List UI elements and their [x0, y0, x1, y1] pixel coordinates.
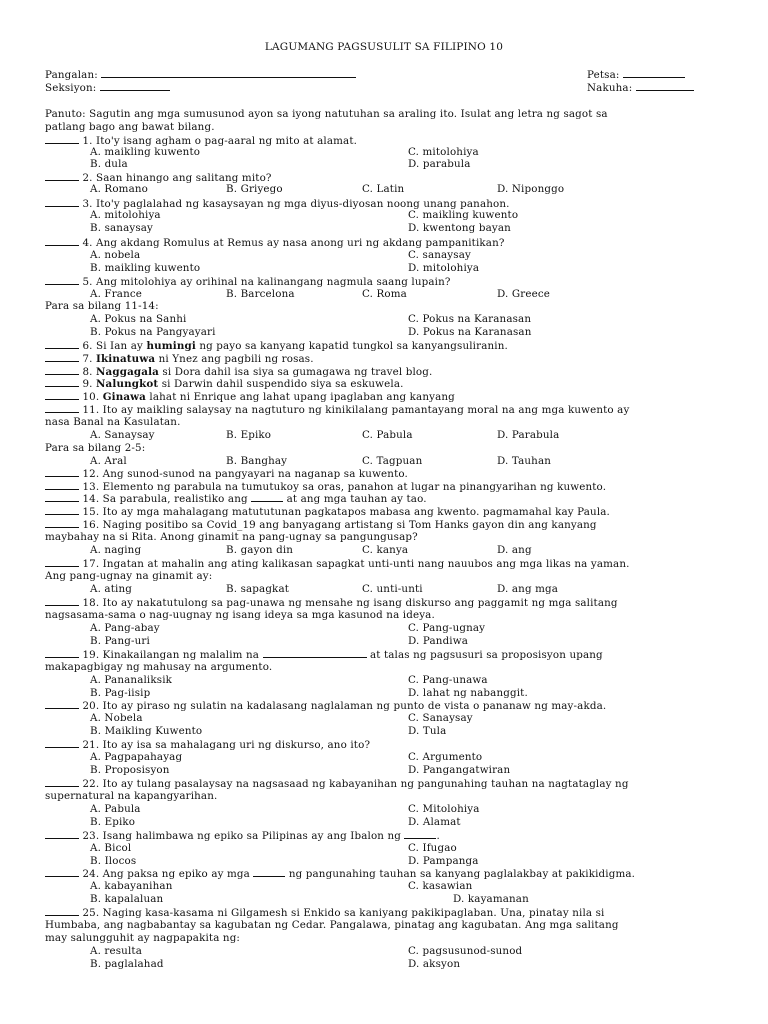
- choice-a: A. Bicol: [90, 842, 132, 854]
- panuto-line-1: Panuto: Sagutin ang mga sumusunod ayon sa iyong natutuhan sa araling ito. Isulat ang letra ng sagot sa: [45, 108, 608, 120]
- pangalan-blank[interactable]: [101, 68, 356, 78]
- choice-b: B. Barcelona: [226, 288, 295, 300]
- pangalan-label: Pangalan:: [45, 69, 98, 81]
- choice-c: C. unti-unti: [362, 583, 423, 595]
- answer-blank[interactable]: [45, 390, 79, 400]
- question-text: ni Ynez ang pagbili ng rosas.: [155, 353, 314, 365]
- choice-a: A. Aral: [90, 455, 127, 467]
- choice-b: B. Epiko: [90, 816, 136, 828]
- question-11: [45, 403, 629, 416]
- inline-blank[interactable]: [251, 492, 283, 502]
- choice-d: D. Niponggo: [497, 183, 565, 195]
- question-text: at ang mga tauhan ay tao.: [286, 493, 427, 505]
- question-25-cont-2: may salungguhit ay nagpapakita ng:: [45, 932, 241, 944]
- choice-a: A. Sanaysay: [90, 429, 155, 441]
- question-10: [45, 390, 455, 403]
- choice-d: D. ang: [497, 544, 532, 556]
- question-text: .: [436, 830, 440, 842]
- choice-b: B. dula: [90, 158, 128, 170]
- question-text: lahat ni Enrique ang lahat upang ipaglaban ang kanyang: [146, 391, 455, 403]
- question-text: 10.: [82, 391, 103, 403]
- choice-d: D. Greece: [497, 288, 550, 300]
- choice-b: B. Pokus na Pangyayari: [90, 326, 216, 338]
- section-heading: Para sa bilang 11-14:: [45, 300, 159, 312]
- choice-d: D. Tula: [408, 725, 447, 737]
- question-text: 13. Elemento ng parabula na tumutukoy sa oras, panahon at lugar na pinangyarihan ng kuwento.: [82, 481, 607, 493]
- choice-b: B. kapalaluan: [90, 893, 164, 905]
- choice-a: A. maikling kuwento: [90, 146, 201, 158]
- answer-blank[interactable]: [45, 699, 79, 709]
- question-20: [45, 699, 606, 712]
- question-15: [45, 505, 610, 518]
- question-18: [45, 596, 618, 609]
- answer-blank[interactable]: [45, 738, 79, 748]
- choice-c: C. mitolohiya: [408, 146, 479, 158]
- question-text: 21. Ito ay isa sa mahalagang uri ng diskurso, ano ito?: [82, 739, 371, 751]
- question-14: [45, 492, 427, 505]
- choice-c: C. sanaysay: [408, 249, 471, 261]
- question-16-cont: maybahay na si Rita. Anong ginamit na pang-ugnay sa pangungusap?: [45, 531, 418, 543]
- question-11-cont: nasa Banal na Kasulatan.: [45, 416, 181, 428]
- choice-c: C. Tagpuan: [362, 455, 423, 467]
- answer-blank[interactable]: [45, 236, 79, 246]
- question-text: 16. Naging positibo sa Covid_19 ang banyagang artistang si Tom Hanks gayon din ang kanyang: [82, 519, 597, 531]
- choice-a: A. naging: [90, 544, 142, 556]
- bold-word: Ginawa: [102, 391, 146, 403]
- choice-a: A. ating: [90, 583, 132, 595]
- question-9: [45, 377, 404, 390]
- choice-c: C. Mitolohiya: [408, 803, 480, 815]
- choice-d: D. parabula: [408, 158, 471, 170]
- seksiyon-blank[interactable]: [100, 81, 170, 91]
- question-text: 6. Si Ian ay: [82, 340, 147, 352]
- answer-blank[interactable]: [45, 352, 79, 362]
- question-5: [45, 275, 451, 288]
- question-text: 5. Ang mitolohiya ay orihinal na kalinangang nagmula saang lupain?: [82, 276, 451, 288]
- question-text: 8.: [82, 366, 96, 378]
- question-text: 15. Ito ay mga mahalagang matututunan pagkatapos mabasa ang kwento. pagmamahal kay Paula.: [82, 506, 610, 518]
- question-21: [45, 738, 370, 751]
- question-text: 14. Sa parabula, realistiko ang: [82, 493, 248, 505]
- answer-blank[interactable]: [45, 365, 79, 375]
- question-17-cont: Ang pang-ugnay na ginamit ay:: [45, 570, 213, 582]
- choice-a: A. Pananaliksik: [90, 674, 173, 686]
- question-23: [45, 829, 440, 842]
- choice-c: C. Pang-unawa: [408, 674, 488, 686]
- question-text: 22. Ito ay tulang pasalaysay na nagsasaad ng kabayanihan ng pangunahing tauhan na nagtataglay ng: [82, 778, 629, 790]
- choice-b: B. Ilocos: [90, 855, 137, 867]
- petsa-label: Petsa:: [587, 69, 620, 81]
- answer-blank[interactable]: [45, 171, 79, 181]
- answer-blank[interactable]: [45, 377, 79, 387]
- question-25-cont-1: Humbaba, ang nagbabantay sa kagubatan ng Cedar. Pangalawa, pinatag ang kagubatan. Ang mga salitang: [45, 919, 619, 931]
- choice-b: B. gayon din: [226, 544, 294, 556]
- nakuha-field: [587, 81, 694, 94]
- question-16: [45, 518, 597, 531]
- choice-b: B. Pag-iisip: [90, 687, 151, 699]
- answer-blank[interactable]: [45, 867, 79, 877]
- pangalan-field: [45, 68, 356, 81]
- choice-b: B. sapagkat: [226, 583, 290, 595]
- question-text: 3. Ito'y paglalahad ng kasaysayan ng mga diyus-diyosan noong unang panahon.: [82, 198, 510, 210]
- question-17: [45, 557, 630, 570]
- choice-d: D. Pampanga: [408, 855, 479, 867]
- answer-blank[interactable]: [45, 906, 79, 916]
- bold-word: humingi: [146, 340, 196, 352]
- answer-blank[interactable]: [45, 480, 79, 490]
- choice-b: B. Maikling Kuwento: [90, 725, 203, 737]
- choice-d: D. aksyon: [408, 958, 461, 970]
- answer-blank[interactable]: [45, 557, 79, 567]
- choice-a: A. Pabula: [90, 803, 141, 815]
- question-text: 18. Ito ay nakatutulong sa pag-unawa ng mensahe ng isang diskurso ang paggamit ng mga salitang: [82, 597, 618, 609]
- inline-blank[interactable]: [263, 648, 367, 658]
- seksiyon-label: Seksiyon:: [45, 82, 97, 94]
- question-text: 24. Ang paksa ng epiko ay mga: [82, 868, 250, 880]
- nakuha-label: Nakuha:: [587, 82, 633, 94]
- petsa-field: [587, 68, 685, 81]
- choice-c: C. kasawian: [408, 880, 473, 892]
- question-18-cont: nagsasama-sama o nag-uugnay ng isang ideya sa mga kasunod na ideya.: [45, 609, 435, 621]
- choice-c: C. Roma: [362, 288, 407, 300]
- choice-a: A. resulta: [90, 945, 142, 957]
- question-7: [45, 352, 314, 365]
- choice-c: C. Pabula: [362, 429, 413, 441]
- panuto-line-2: patlang bago ang bawat bilang.: [45, 121, 215, 133]
- choice-b: B. paglalahad: [90, 958, 164, 970]
- question-22-cont: supernatural na kapangyarihan.: [45, 790, 218, 802]
- choice-d: D. kayamanan: [453, 893, 529, 905]
- question-text: 12. Ang sunod-sunod na pangyayari na naganap sa kuwento.: [82, 468, 408, 480]
- choice-b: B. maikling kuwento: [90, 262, 201, 274]
- choice-a: A. Romano: [90, 183, 149, 195]
- answer-blank[interactable]: [45, 492, 79, 502]
- answer-blank[interactable]: [45, 403, 79, 413]
- bold-word: Naggagala: [96, 366, 159, 378]
- choice-d: D. lahat ng nabanggit.: [408, 687, 528, 699]
- answer-blank[interactable]: [45, 339, 79, 349]
- choice-c: C. Ifugao: [408, 842, 457, 854]
- question-6: [45, 339, 508, 352]
- answer-blank[interactable]: [45, 648, 79, 658]
- choice-d: D. Pandiwa: [408, 635, 469, 647]
- choice-d: D. Pangangatwiran: [408, 764, 511, 776]
- choice-b: B. Griyego: [226, 183, 283, 195]
- question-text: at talas ng pagsusuri sa proposisyon upang: [369, 649, 603, 661]
- choice-d: D. Pokus na Karanasan: [408, 326, 532, 338]
- seksiyon-field: [45, 81, 170, 94]
- choice-d: D. ang mga: [497, 583, 559, 595]
- bold-word: Ikinatuwa: [96, 353, 156, 365]
- choice-c: C. Pokus na Karanasan: [408, 313, 532, 325]
- choice-c: C. Pang-ugnay: [408, 622, 486, 634]
- question-text: 20. Ito ay piraso ng sulatin na kadalasang naglalaman ng punto de vista o pananaw ng may-akda.: [82, 700, 607, 712]
- answer-blank[interactable]: [45, 197, 79, 207]
- question-25: [45, 906, 605, 919]
- choice-b: B. Banghay: [226, 455, 288, 467]
- choice-d: D. Parabula: [497, 429, 560, 441]
- question-text: 7.: [82, 353, 96, 365]
- choice-d: D. mitolohiya: [408, 262, 480, 274]
- answer-blank[interactable]: [45, 518, 79, 528]
- question-24: [45, 867, 635, 880]
- question-text: si Dora dahil isa siya sa gumagawa ng travel blog.: [158, 366, 433, 378]
- answer-blank[interactable]: [45, 829, 79, 839]
- nakuha-blank[interactable]: [636, 81, 694, 91]
- choice-b: B. sanaysay: [90, 222, 154, 234]
- question-4: [45, 236, 505, 249]
- answer-blank[interactable]: [45, 777, 79, 787]
- question-text: 9.: [82, 378, 96, 390]
- question-19: [45, 648, 603, 661]
- question-text: ng pangunahing tauhan sa kanyang paglalakbay at pakikidigma.: [288, 868, 636, 880]
- choice-b: B. Epiko: [226, 429, 272, 441]
- answer-blank[interactable]: [45, 505, 79, 515]
- bold-word: Nalungkot: [96, 378, 159, 390]
- choice-c: C. kanya: [362, 544, 409, 556]
- choice-c: C. Argumento: [408, 751, 483, 763]
- answer-blank[interactable]: [45, 467, 79, 477]
- choice-a: A. kabayanihan: [90, 880, 173, 892]
- question-19-cont: makapagbigay ng mahusay na argumento.: [45, 661, 273, 673]
- petsa-blank[interactable]: [623, 68, 685, 78]
- section-heading: Para sa bilang 2-5:: [45, 442, 146, 454]
- choice-c: C. pagsusunod-sunod: [408, 945, 523, 957]
- answer-blank[interactable]: [45, 275, 79, 285]
- exam-title: LAGUMANG PAGSUSULIT SA FILIPINO 10: [264, 41, 504, 53]
- choice-c: C. Sanaysay: [408, 712, 473, 724]
- choice-d: D. Alamat: [408, 816, 461, 828]
- question-text: 11. Ito ay maikling salaysay na nagtuturo ng kinikilalang pamantayang moral na ang mga kuwento ay: [82, 404, 630, 416]
- choice-a: A. mitolohiya: [90, 209, 161, 221]
- choice-b: B. Pang-uri: [90, 635, 150, 647]
- question-text: 19. Kinakailangan ng malalim na: [82, 649, 260, 661]
- choice-a: A. Nobela: [90, 712, 143, 724]
- choice-c: C. maikling kuwento: [408, 209, 519, 221]
- choice-a: A. Pokus na Sanhi: [90, 313, 187, 325]
- inline-blank[interactable]: [253, 867, 285, 877]
- question-12: [45, 467, 408, 480]
- choice-a: A. France: [90, 288, 143, 300]
- question-text: ng payo sa kanyang kapatid tungkol sa kanyangsuliranin.: [195, 340, 508, 352]
- question-text: 17. Ingatan at mahalin ang ating kalikasan sapagkat unti-unti nang nauubos ang mga likas na yaman.: [82, 558, 630, 570]
- choice-a: A. nobela: [90, 249, 141, 261]
- choice-c: C. Latin: [362, 183, 405, 195]
- question-22: [45, 777, 629, 790]
- question-text: 25. Naging kasa-kasama ni Gilgamesh si Enkido sa kaniyang pakikipaglaban. Una, pinatay nila si: [82, 907, 605, 919]
- choice-d: D. Tauhan: [497, 455, 552, 467]
- choice-b: B. Proposisyon: [90, 764, 170, 776]
- question-text: 23. Isang halimbawa ng epiko sa Pilipinas ay ang Ibalon ng: [82, 830, 402, 842]
- choice-a: A. Pagpapahayag: [90, 751, 183, 763]
- question-text: 1. Ito'y isang agham o pag-aaral ng mito at alamat.: [82, 135, 358, 147]
- inline-blank[interactable]: [404, 829, 436, 839]
- choice-d: D. kwentong bayan: [408, 222, 511, 234]
- question-text: si Darwin dahil suspendido siya sa eskuwela.: [158, 378, 404, 390]
- choice-a: A. Pang-abay: [90, 622, 160, 634]
- answer-blank[interactable]: [45, 134, 79, 144]
- question-text: 4. Ang akdang Romulus at Remus ay nasa anong uri ng akdang pampanitikan?: [82, 237, 505, 249]
- question-text: 2. Saan hinango ang salitang mito?: [82, 172, 272, 184]
- answer-blank[interactable]: [45, 596, 79, 606]
